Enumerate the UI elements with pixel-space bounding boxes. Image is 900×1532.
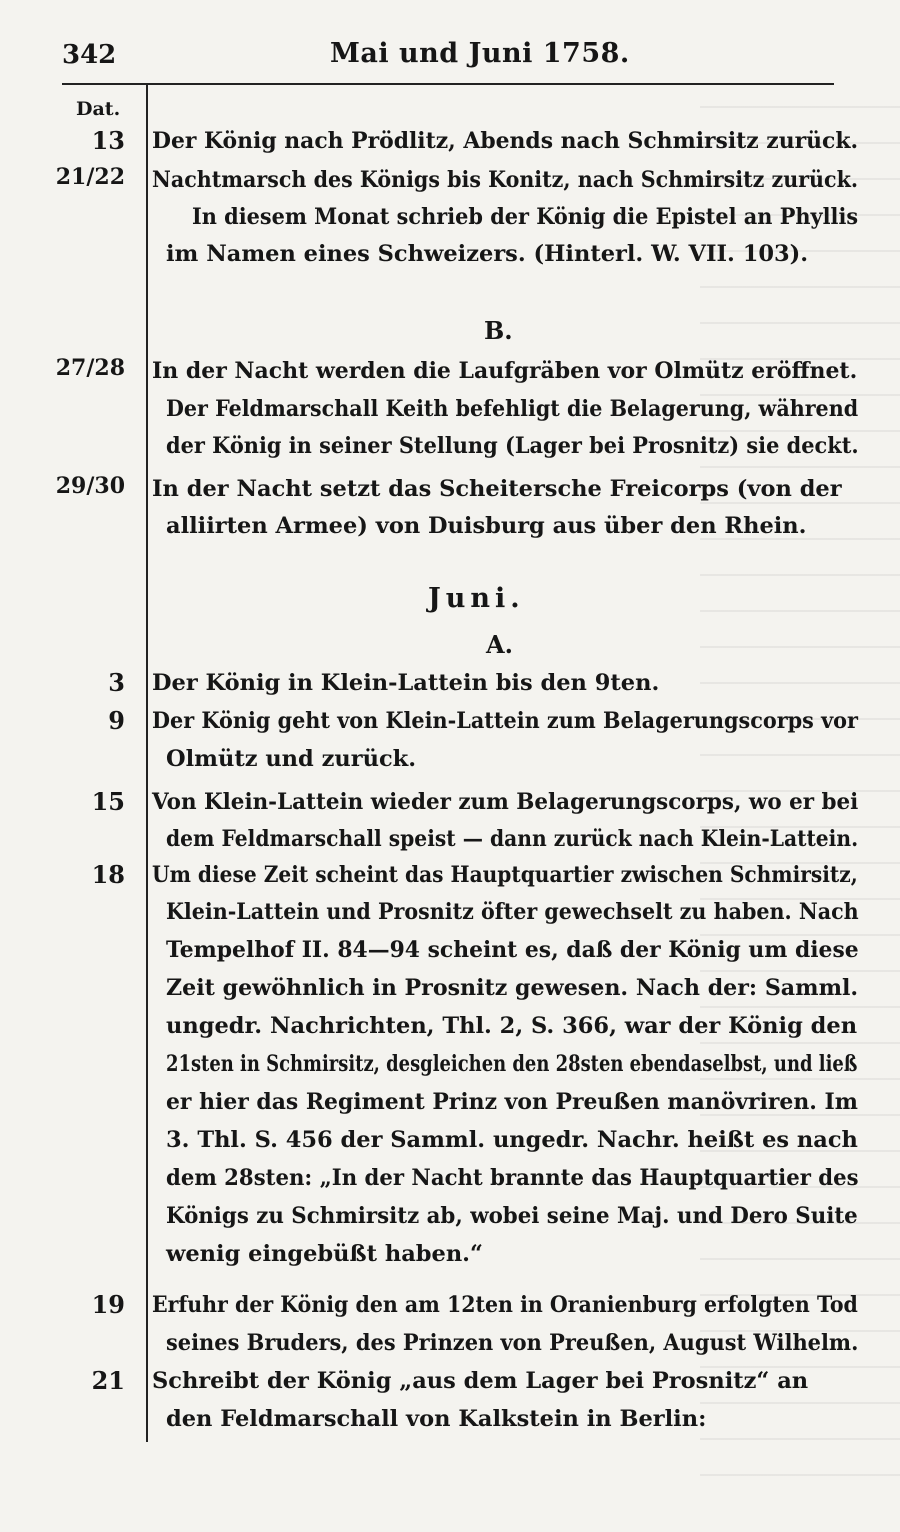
entry-line: Königs zu Schmirsitz ab, wobei seine Maj. und Dero Suite bbox=[166, 1203, 858, 1229]
entry-date: 21/22 bbox=[55, 164, 125, 190]
entry-date: 21 bbox=[91, 1366, 125, 1395]
entry-line: seines Bruders, des Prinzen von Preußen, August Wilhelm. bbox=[166, 1330, 859, 1356]
entry-date: 13 bbox=[91, 126, 125, 155]
entry-line: Der König nach Prödlitz, Abends nach Schmirsitz zurück. bbox=[152, 128, 859, 154]
entry-line: Klein-Lattein und Prosnitz öfter gewechselt zu haben. Nach bbox=[166, 899, 859, 925]
date-column-rule bbox=[146, 84, 148, 1442]
entry-line: Von Klein-Lattein wieder zum Belagerungscorps, wo er bei bbox=[152, 789, 859, 815]
entry-date: 29/30 bbox=[55, 473, 125, 499]
entry-line: wenig eingebüßt haben.“ bbox=[166, 1241, 483, 1267]
entry-line: In der Nacht werden die Laufgräben vor Olmütz eröffnet. bbox=[152, 358, 858, 384]
running-title: Mai und Juni 1758. bbox=[330, 38, 630, 69]
entry-line: Der König in Klein-Lattein bis den 9ten. bbox=[152, 670, 660, 696]
entry-line: In der Nacht setzt das Scheitersche Freicorps (von der bbox=[152, 476, 842, 502]
entry-line: im Namen eines Schweizers. (Hinterl. W. VII. 103). bbox=[166, 241, 809, 267]
section-heading-b: B. bbox=[484, 316, 513, 345]
month-heading-juni: Juni. bbox=[428, 583, 525, 614]
entry-date: 15 bbox=[91, 787, 125, 816]
entry-line: den Feldmarschall von Kalkstein in Berlin: bbox=[166, 1406, 707, 1432]
entry-date: 19 bbox=[91, 1290, 125, 1319]
entry-date: 27/28 bbox=[55, 355, 125, 381]
entry-line: Erfuhr der König den am 12ten in Oranienburg erfolgten Tod bbox=[152, 1292, 858, 1318]
entry-line: dem Feldmarschall speist — dann zurück nach Klein-Lattein. bbox=[166, 826, 859, 852]
entry-line: der König in seiner Stellung (Lager bei Prosnitz) sie deckt. bbox=[166, 433, 859, 459]
entry-line: Zeit gewöhnlich in Prosnitz gewesen. Nach der: Samml. bbox=[166, 975, 859, 1001]
entry-line: 3. Thl. S. 456 der Samml. ungedr. Nachr. heißt es nach bbox=[166, 1127, 858, 1153]
entry-date: 18 bbox=[91, 860, 125, 889]
entry-line: er hier das Regiment Prinz von Preußen manövriren. Im bbox=[166, 1089, 858, 1115]
date-column-label: Dat. bbox=[76, 98, 121, 120]
entry-line: Schreibt der König „aus dem Lager bei Prosnitz“ an bbox=[152, 1368, 809, 1394]
entry-line: In diesem Monat schrieb der König die Epistel an Phyllis bbox=[192, 204, 859, 230]
section-heading-a: A. bbox=[486, 630, 513, 659]
entry-line: ungedr. Nachrichten, Thl. 2, S. 366, war der König den bbox=[166, 1013, 858, 1039]
entry-line: Tempelhof II. 84—94 scheint es, daß der König um diese bbox=[166, 937, 859, 963]
entry-date: 3 bbox=[108, 668, 125, 697]
entry-line: Olmütz und zurück. bbox=[166, 746, 417, 772]
entry-line: Der König geht von Klein-Lattein zum Belagerungscorps vor bbox=[152, 708, 858, 734]
entry-line: dem 28sten: „In der Nacht brannte das Hauptquartier des bbox=[166, 1165, 859, 1191]
entry-line: Der Feldmarschall Keith befehligt die Belagerung, während bbox=[166, 396, 859, 422]
entry-line: Um diese Zeit scheint das Hauptquartier zwischen Schmirsitz, bbox=[152, 862, 858, 888]
page-number: 342 bbox=[62, 40, 117, 70]
entry-line: Nachtmarsch des Königs bis Konitz, nach Schmirsitz zurück. bbox=[152, 167, 859, 193]
entry-line: alliirten Armee) von Duisburg aus über den Rhein. bbox=[166, 513, 807, 539]
entry-date: 9 bbox=[108, 706, 125, 735]
header-rule bbox=[62, 83, 834, 85]
entry-line: 21sten in Schmirsitz, desgleichen den 28sten ebendaselbst, und ließ bbox=[166, 1051, 858, 1077]
